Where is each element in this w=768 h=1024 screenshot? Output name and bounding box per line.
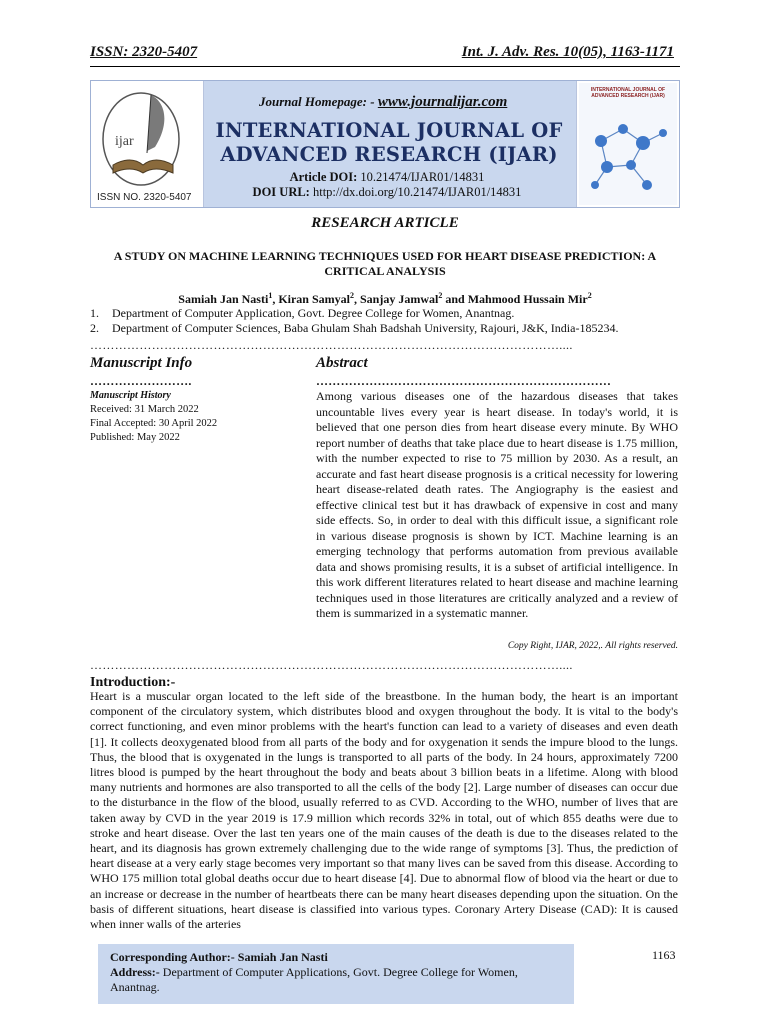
journal-title-line2: ADVANCED RESEARCH (IJAR)	[220, 143, 558, 166]
quill-book-icon	[91, 81, 203, 193]
running-header	[90, 44, 680, 67]
manuscript-history-label: Manuscript History	[90, 390, 171, 401]
affiliation: 2. Department of Computer Sciences, Baba Ghulam Shah Badshah University, Rajouri, J&K, India-185234.	[90, 321, 619, 335]
svg-text:ijar: ijar	[115, 134, 134, 149]
corresponding-author: Corresponding Author:- Samiah Jan Nasti	[110, 950, 328, 964]
author: Kiran Samyal	[278, 292, 350, 306]
homepage-link[interactable]: www.journalijar.com	[377, 94, 508, 110]
author: Samiah Jan Nasti	[178, 292, 269, 306]
separator-line: ……………………………………………………………………………………………………....	[90, 338, 573, 352]
corresponding-author-box	[98, 944, 574, 1004]
issn-text: ISSN: 2320-5407	[90, 44, 198, 60]
introduction-heading: Introduction:-	[90, 675, 176, 690]
journal-logo	[91, 81, 204, 207]
homepage-label: Journal Homepage: -	[259, 94, 375, 109]
abstract-text: Among various diseases one of the hazardous diseases that takes uncountable lives every year is heart disease. In today's world, it is believed that one person dies from heart disease every minute. By WHO report number of deaths that take place due to heart disease is 1.75 million, with the number expected to rise to 75 million by 2030. As a result, an accurate and fast heart disease prognosis is a critical necessity for lowering heart disease-related death rates. The Angiography is the easiest and effective clinical test but it has drawback of expensive in cost and many side effects. So, in order to deal with this difficult issue, a significant role in various disease prognosis is shown by ICT. Machine learning is an emerging technology that performs automation from previous available data and shows promising results, it is a subset of artificial intelligence. In this work different literatures related to heart disease and machine learning techniques used in those literatures are critically analyzed and a review of them is summarized in a systematic manner.	[316, 389, 678, 620]
doi-url-link[interactable]: http://dx.doi.org/10.21474/IJAR01/14831	[312, 185, 522, 199]
affiliation: 1. Department of Computer Application, Govt. Degree College for Women, Anantnag.	[90, 306, 515, 320]
paper-title: A STUDY ON MACHINE LEARNING TECHNIQUES USED FOR HEART DISEASE PREDICTION: A CRITICAL ANALYSIS	[113, 249, 657, 278]
author: Sanjay Jamwal	[359, 292, 439, 306]
abstract-heading: Abstract	[316, 355, 368, 371]
corresponding-address: Address:- Department of Computer Applications, Govt. Degree College for Women, Anantnag.	[110, 965, 518, 994]
accepted-date: Final Accepted: 30 April 2022	[90, 418, 218, 429]
journal-cover-image	[576, 81, 679, 207]
author: Mahmood Hussain Mir	[467, 292, 588, 306]
page-number: 1163	[652, 948, 676, 962]
manuscript-info-dots: …………………….	[90, 374, 192, 388]
article-type: RESEARCH ARTICLE	[311, 215, 459, 231]
manuscript-info-heading: Manuscript Info	[90, 355, 193, 371]
doi-url: DOI URL: http://dx.doi.org/10.21474/IJAR01/14831	[252, 185, 522, 199]
separator-line: ……………………………………………………………………………………………………....	[90, 658, 573, 672]
received-date: Received: 31 March 2022	[90, 404, 199, 415]
logo-issn: ISSN NO. 2320-5407	[97, 192, 192, 203]
article-doi: Article DOI: 10.21474/IJAR01/14831	[289, 170, 485, 184]
abstract-dots: ………………………………………………………………	[316, 374, 612, 388]
molecule-cover-icon: INTERNATIONAL JOURNAL OF ADVANCED RESEARCH (IJAR)	[577, 81, 679, 207]
author-list: Samiah Jan Nasti$^1$, Kiran Samyal$^2$, Sanjay Jamwal$^2$ and Mahmood Hussain Mir$^2$	[178, 291, 592, 306]
journal-title-line1: INTERNATIONAL JOURNAL OF	[215, 119, 563, 142]
copyright-notice: Copy Right, IJAR, 2022,. All rights reserved.	[507, 641, 678, 651]
citation-text: Int. J. Adv. Res. 10(05), 1163-1171	[461, 44, 674, 60]
journal-banner	[90, 80, 680, 208]
introduction-text: Heart is a muscular organ located to the left side of the breastbone. In the human body, the heart is an important component of the circulatory system, which distributes blood and oxygen throughout the body. It is vital to the body's correct functioning, and even minor problems with the heart's function can lead to a variety of diseases and even death [1]. It collects deoxygenated blood from all parts of the body and for oxygenation it sends the impure blood to the lungs. Thus, the blood that is oxygenated in the lungs is transported to all parts of the body. In 24 hours, approximately 7200 litres blood is pumped by the heart throughout the body and beats about 3 billion beats in a lifetime. Along with blood many nutrients and hormones are also transported to all the cells of the body [2]. Large number of diseases can occur due to the disturbance in the flow of the blood, usually referred to as CVD. According to the WHO, number of lives that are taken away by CVD in the year 2019 is 17.9 million which records 32% in total, out of which 855 deaths were due to stroke and heart disease. Over the last ten years one of the main causes of the death is due to the diseases related to the heart, and its diagnosis has grown extremely challenging due to the wide range of symptoms [3]. Thus, the prediction of heart disease at a very early stage becomes very important so that many lives can be saved from this disease. According to WHO 175 million total global deaths occur due to heart disease [4]. Due to abnormal flow of blood via the heart or due to an increase or decrease in the number of heartbeats there can be many heart diseases depending upon the situation. On the basis of different situations, heart disease is classified into various types. Coronary Artery Disease (CAD): It is caused when inner walls of the arteries	[90, 689, 678, 932]
journal-homepage	[259, 94, 507, 111]
published-date: Published: May 2022	[90, 432, 180, 443]
